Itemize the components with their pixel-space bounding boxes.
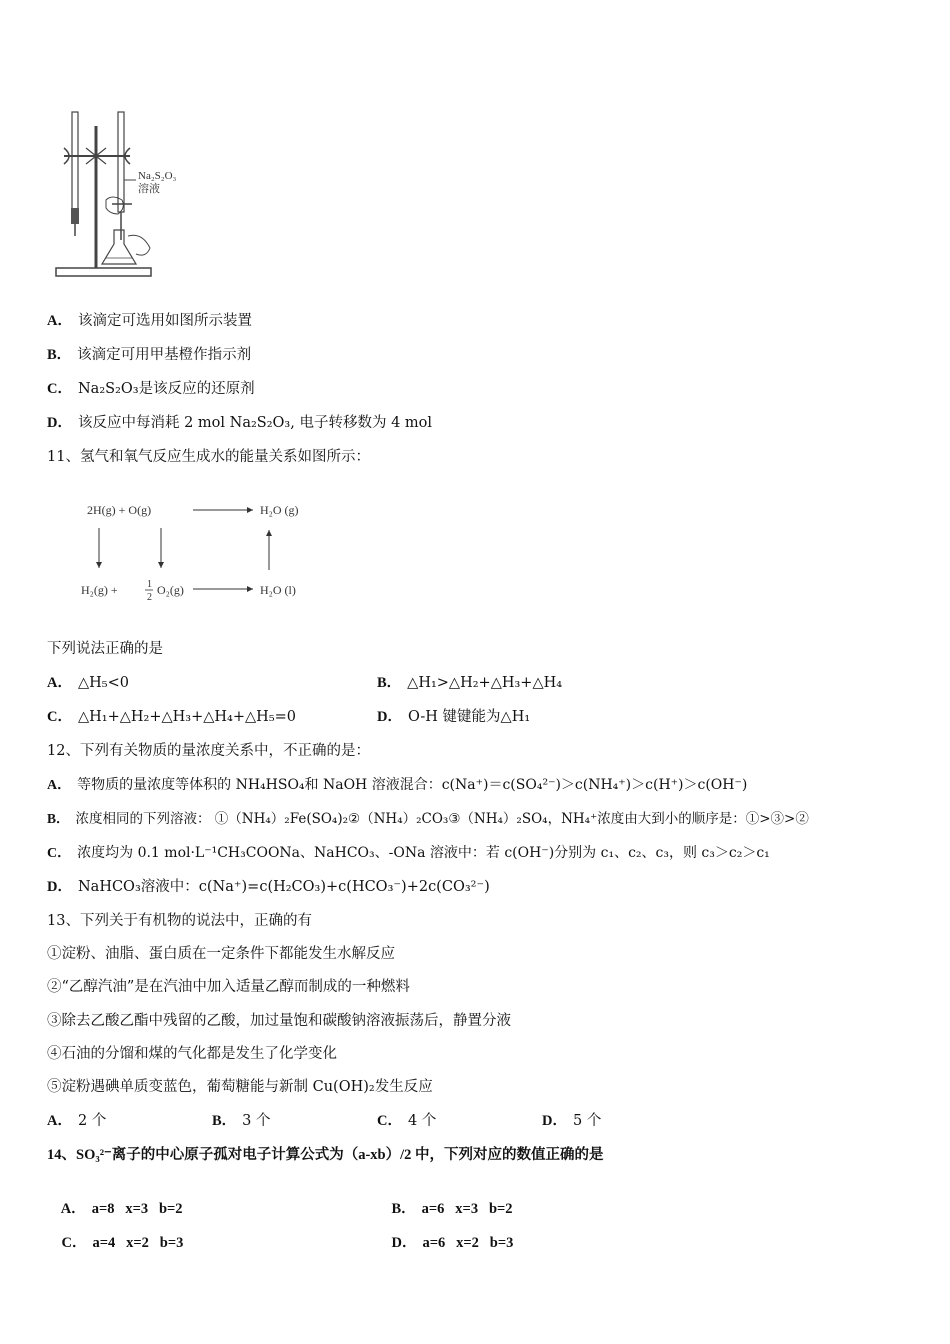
- q12-option-c: [47, 843, 770, 864]
- q14-option-c: [47, 1213, 183, 1273]
- q14-stem: 14、SO₃²⁻离子的中心原子孤对电子计算公式为（a-xb）/2 中，下列对应的数值正确的是: [47, 1147, 604, 1163]
- q13-option-c: [377, 1111, 436, 1131]
- q11-option-b: [377, 673, 562, 693]
- q11-option-c-text: △H₁+△H₂+△H₃+△H₄+△H₅=0: [77, 709, 297, 725]
- diagram-top-right: H₂O (g): [260, 503, 299, 517]
- q10-option-d-text: 该反应中每消耗 2 mol Na₂S₂O₃, 电子转移数为 4 mol: [77, 415, 433, 431]
- diagram-bottom-left: H₂(g) +: [81, 583, 118, 597]
- q13-item-4: ④石油的分馏和煤的气化都是发生了化学变化: [47, 1046, 337, 1062]
- q10-option-a: [47, 311, 252, 331]
- q14-option-d-label: D．: [391, 1235, 417, 1251]
- q13-item-2: ②“乙醇汽油”是在汽油中加入适量乙醇而制成的一种燃料: [47, 979, 410, 995]
- q13-option-c-text: 4 个: [407, 1113, 437, 1129]
- q14-option-d-text: a=6 x=2 b=3: [422, 1235, 514, 1251]
- q12-option-b: [47, 809, 809, 829]
- q11-option-d-label: D．: [377, 709, 402, 725]
- q12-option-b-label: B．: [47, 811, 70, 826]
- q11-option-c-label: C．: [47, 709, 72, 725]
- q12-option-a-label: A．: [47, 778, 72, 793]
- q10-option-b-text: 该滴定可用甲基橙作指示剂: [77, 347, 252, 363]
- titration-apparatus-figure: [50, 108, 200, 283]
- q10-option-c: [47, 379, 255, 399]
- q11-option-d: [377, 707, 530, 727]
- q13-option-d-text: 5 个: [572, 1113, 602, 1129]
- q12-option-c-label: C．: [47, 846, 72, 861]
- q13-option-a-label: A．: [47, 1113, 72, 1129]
- energy-diagram: [55, 484, 325, 614]
- q13-option-b-label: B．: [212, 1113, 237, 1129]
- q13-option-a-text: 2 个: [77, 1113, 107, 1129]
- q10-option-b-label: B．: [47, 347, 72, 363]
- q13-item-3: ③除去乙酸乙酯中残留的乙酸，加过量饱和碳酸钠溶液振荡后，静置分液: [47, 1013, 511, 1029]
- q14-option-b-text: a=6 x=3 b=2: [421, 1201, 513, 1217]
- q13-item-5: ⑤淀粉遇碘单质变蓝色，葡萄糖能与新制 Cu(OH)₂发生反应: [47, 1079, 433, 1095]
- q10-option-a-text: 该滴定可选用如图所示装置: [77, 313, 252, 329]
- q14-option-c-text: a=4 x=2 b=3: [92, 1235, 184, 1251]
- q11-option-b-text: △H₁>△H₂+△H₃+△H₄: [407, 675, 563, 691]
- q14-option-c-label: C．: [61, 1235, 87, 1251]
- q11-option-a-text: △H₅<0: [77, 675, 129, 691]
- q14-option-a-label: A．: [60, 1201, 86, 1217]
- q10-option-c-label: C．: [47, 381, 72, 397]
- q12-option-d-text: NaHCO₃溶液中：c(Na⁺)=c(H₂CO₃)+c(HCO₃⁻)+2c(CO₃²⁻): [77, 879, 490, 895]
- q14-option-b-label: B．: [391, 1201, 416, 1217]
- diagram-half-den: 2: [147, 592, 152, 603]
- q14-option-a-text: a=8 x=3 b=2: [91, 1201, 183, 1217]
- q12-option-a: [47, 775, 747, 796]
- q10-option-d-label: D．: [47, 415, 72, 431]
- q12-option-a-text: 等物质的量浓度等体积的 NH₄HSO₄和 NaOH 溶液混合：c(Na⁺)＝c(SO₄²⁻)＞c(NH₄⁺)＞c(H⁺)＞c(OH⁻): [77, 777, 748, 793]
- q13-option-d: [542, 1111, 601, 1131]
- q11-prompt: 下列说法正确的是: [47, 641, 163, 657]
- q12-option-d-label: D．: [47, 879, 72, 895]
- diagram-bottom-right: H₂O (l): [260, 583, 296, 597]
- q11-option-b-label: B．: [377, 675, 402, 691]
- diagram-top-left: 2H(g) + O(g): [87, 503, 152, 517]
- diagram-bottom-mid: O₂(g): [157, 583, 184, 597]
- q10-option-c-text: Na₂S₂O₃是该反应的还原剂: [77, 381, 255, 397]
- q13-stem: 13、下列关于有机物的说法中，正确的有: [47, 913, 312, 929]
- titration-apparatus-drawing: [50, 108, 200, 283]
- q13-item-1: ①淀粉、油脂、蛋白质在一定条件下都能发生水解反应: [47, 946, 395, 962]
- energy-diagram-svg: [55, 484, 325, 614]
- q11-option-a: [47, 673, 129, 693]
- q12-option-d: [47, 877, 490, 897]
- q12-option-c-text: 浓度均为 0.1 mol·L⁻¹CH₃COONa、NaHCO₃、-ONa 溶液中：若 c(OH⁻)分别为 c₁、c₂、c₃，则 c₃＞c₂＞c₁: [77, 845, 770, 861]
- q12-stem: 12、下列有关物质的量浓度关系中，不正确的是：: [47, 743, 370, 759]
- q11-option-d-text: O-H 键键能为△H₁: [407, 709, 531, 725]
- na2s2o3-solution-label: [138, 170, 176, 196]
- q11-option-c: [47, 707, 296, 727]
- na2s2o3-label-line2: 溶液: [138, 183, 160, 195]
- q11-stem: 11、氢气和氧气反应生成水的能量关系如图所示：: [47, 449, 370, 465]
- q13-option-d-label: D．: [542, 1113, 567, 1129]
- q14-option-d: [377, 1213, 513, 1273]
- q10-option-d: [47, 413, 432, 433]
- q13-option-b-text: 3 个: [242, 1113, 271, 1129]
- diagram-half-num: 1: [147, 579, 152, 590]
- q11-option-a-label: A．: [47, 675, 72, 691]
- q13-option-b: [212, 1111, 271, 1131]
- q13-option-c-label: C．: [377, 1113, 402, 1129]
- q12-option-b-text: 浓度相同的下列溶液： ①（NH₄）₂Fe(SO₄)₂②（NH₄）₂CO₃③（NH₄）₂SO₄，NH₄⁺浓度由大到小的顺序是：①>③>②: [75, 811, 809, 827]
- q10-option-a-label: A．: [47, 313, 72, 329]
- q13-option-a: [47, 1111, 106, 1131]
- na2s2o3-label-line1: Na₂S₂O₃: [138, 170, 177, 182]
- q10-option-b: [47, 345, 251, 365]
